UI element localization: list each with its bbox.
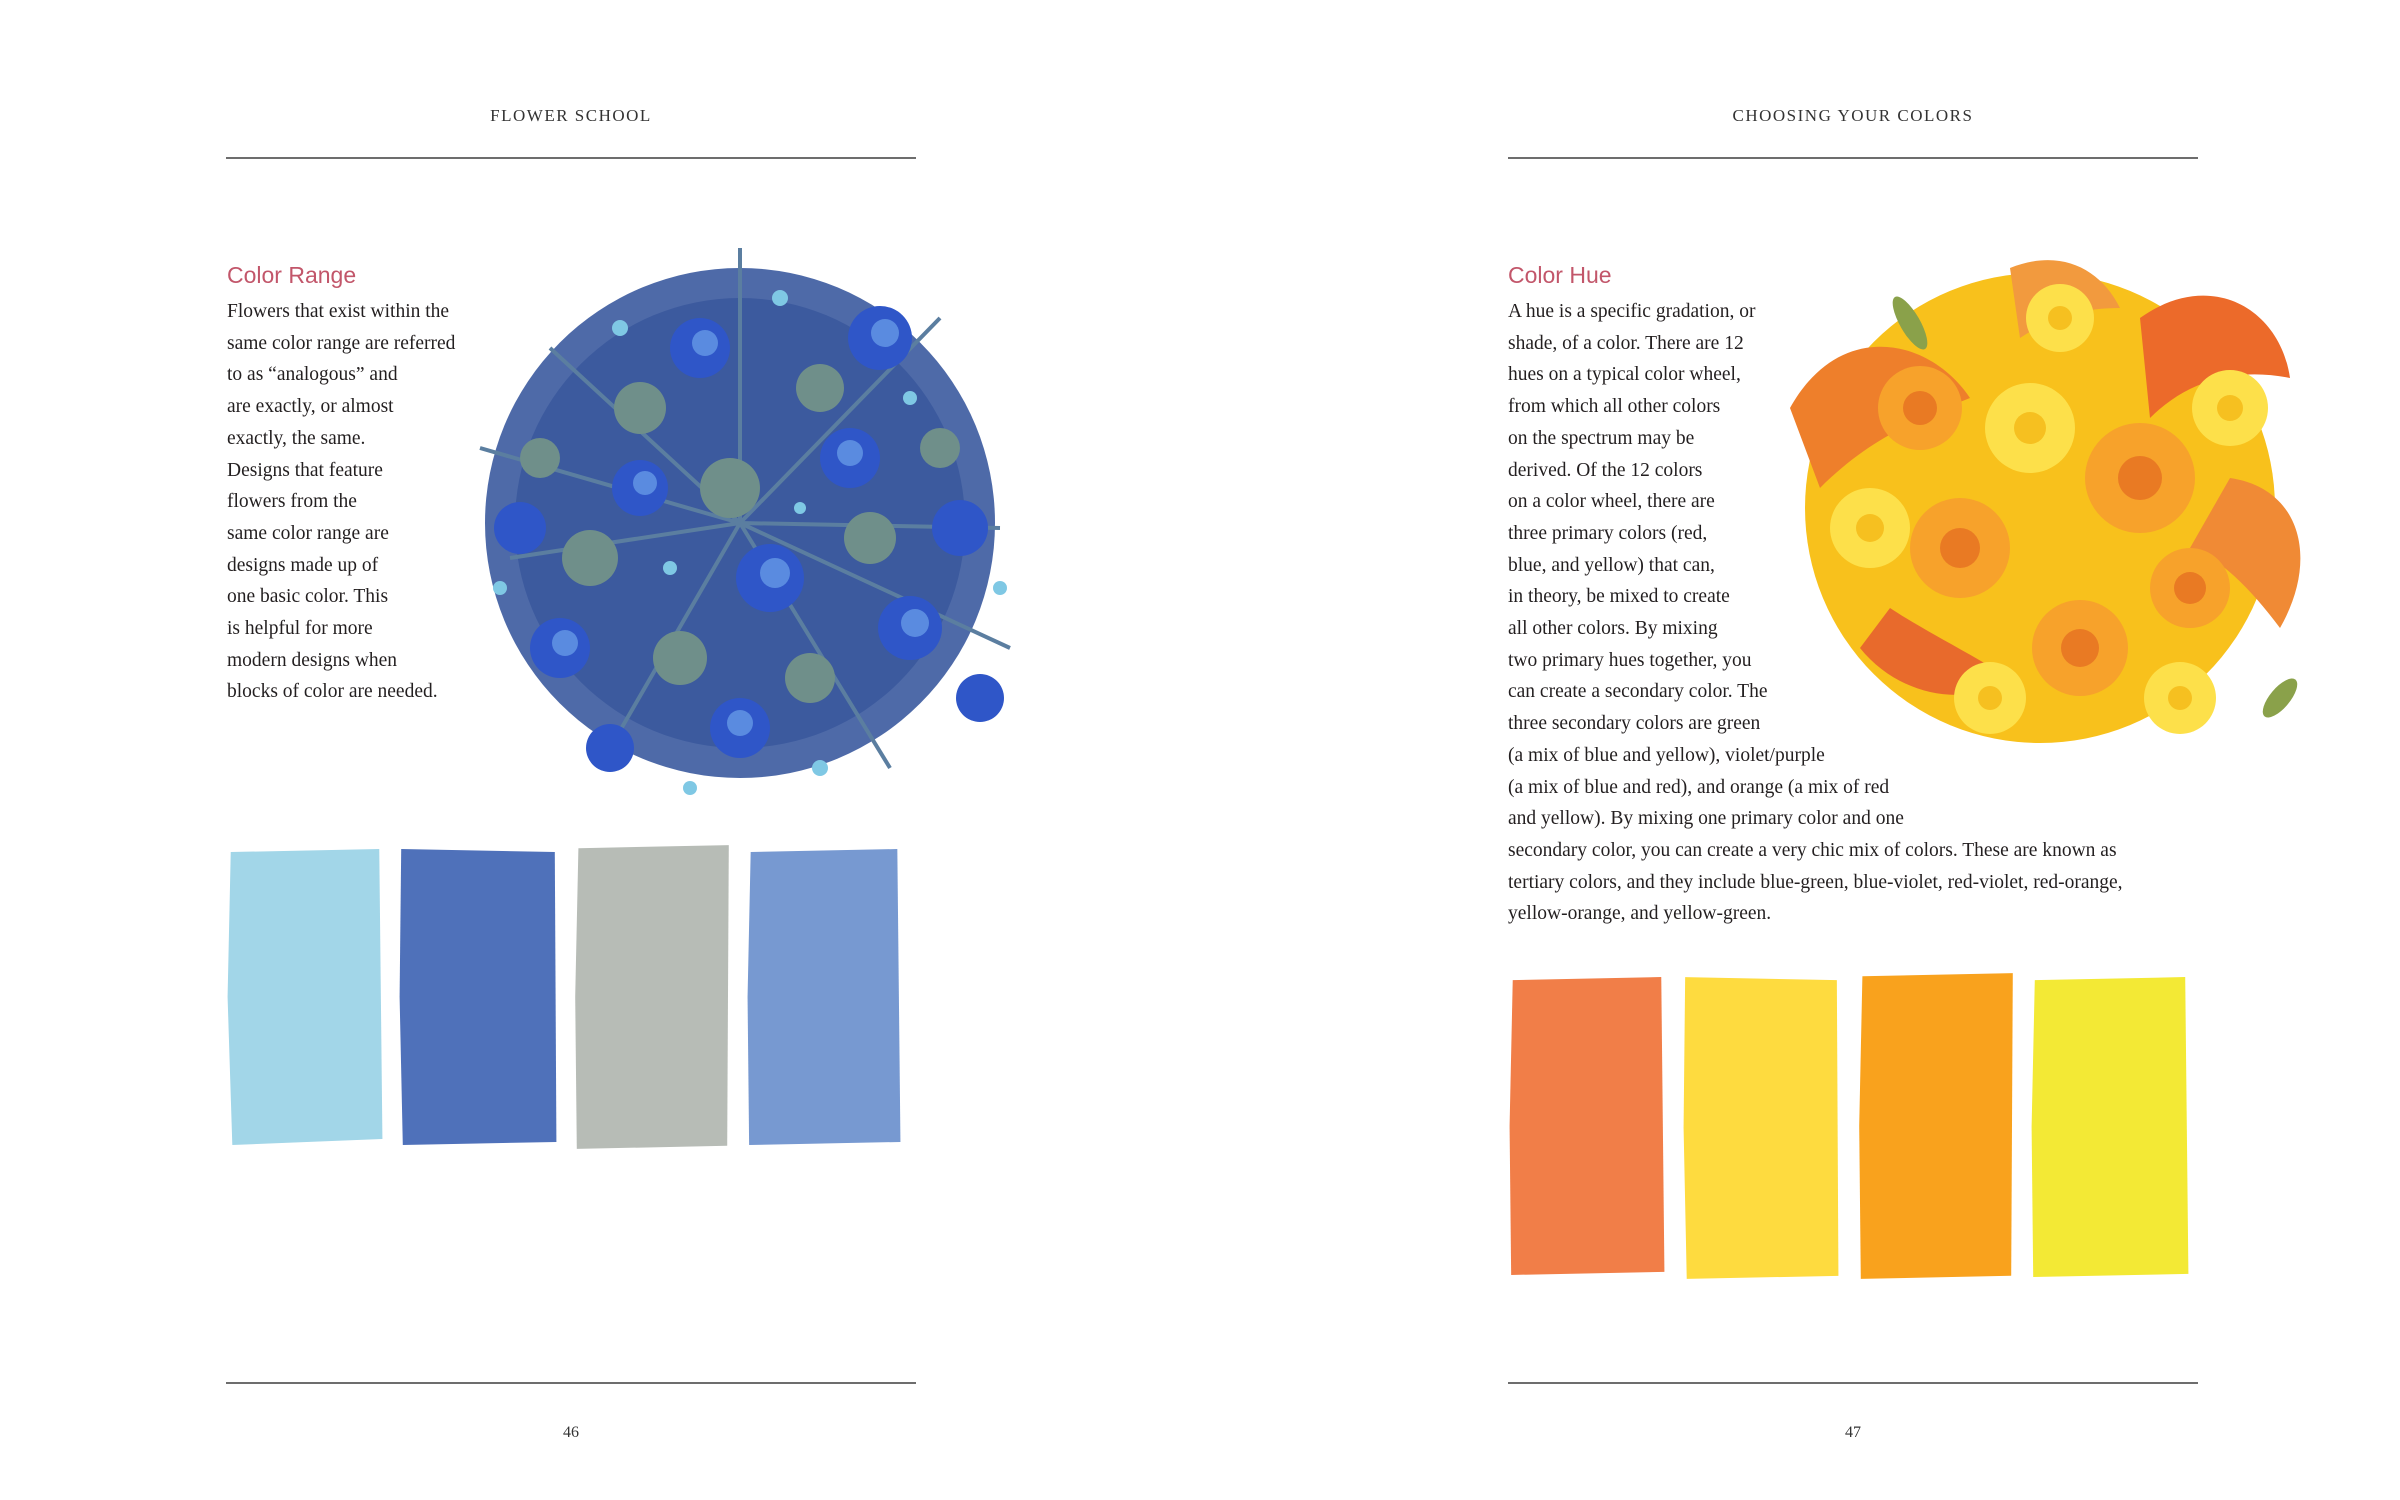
swatch-fill [228,849,383,1145]
color-swatch-orange-red [1508,974,1666,1278]
color-swatch-yellow [1682,974,1840,1282]
body-line: can create a secondary color. The [1508,681,1768,703]
footer-rule-right [1508,1382,2198,1384]
body-line: and yellow). By mixing one primary color and one [1508,808,1904,830]
color-swatch-periwinkle [746,846,902,1148]
body-line: tertiary colors, and they include blue-green, blue-violet, red-violet, red-orange, [1508,871,2123,893]
body-line: Flowers that exist within the [227,301,450,322]
swatch-fill [748,849,901,1145]
body-line: three primary colors (red, [1508,522,1708,544]
body-line: on the spectrum may be [1508,427,1695,449]
header-rule-right [1508,157,2198,159]
swatch-fill [400,849,557,1145]
blue-bouquet-image [440,228,1040,808]
page-number-left: 46 [563,1424,579,1441]
body-line: on a color wheel, there are [1508,491,1715,513]
section-heading-color-hue: Color Hue [1508,262,1612,288]
body-line: modern designs when [227,649,398,671]
body-line: one basic color. This [227,586,389,608]
body-line: yellow-orange, and yellow-green. [1508,903,1772,925]
body-text-left [227,296,455,708]
body-line: hues on a typical color wheel, [1508,364,1741,386]
body-line: exactly, the same. [227,427,366,449]
body-line: shade, of a color. There are 12 [1508,332,1744,354]
body-line: two primary hues together, you [1508,649,1752,671]
color-swatch-light-blue [226,846,384,1148]
footer-rule-left [226,1382,916,1384]
body-line: all other colors. By mixing [1508,618,1718,640]
body-line: (a mix of blue and yellow), violet/purple [1508,744,1825,766]
color-swatch-cobalt-blue [398,846,558,1148]
body-line: same color range are [227,522,389,544]
body-line: (a mix of blue and red), and orange (a mix of red [1508,776,1890,798]
body-line: secondary color, you can create a very chic mix of colors. These are known as [1508,839,2117,861]
body-text-right [1508,296,2123,930]
running-head-left: FLOWER SCHOOL [490,106,652,125]
body-line: blue, and yellow) that can, [1508,554,1715,576]
body-line: is helpful for more [227,618,373,640]
body-line: derived. Of the 12 colors [1508,459,1703,481]
body-line: Designs that feature [227,459,383,481]
swatch-fill [575,845,729,1149]
body-line: blocks of color are needed. [227,681,438,703]
swatch-fill [2032,977,2189,1277]
swatch-fill [1510,977,1665,1275]
body-line: A hue is a specific gradation, or [1508,301,1756,322]
body-line: are exactly, or almost [227,396,394,418]
page-number-right: 47 [1845,1424,1861,1441]
body-line: flowers from the [227,491,357,513]
color-swatch-gray [572,842,732,1152]
body-line: in theory, be mixed to create [1508,586,1730,608]
right-page [1200,0,2400,1500]
body-line: three secondary colors are green [1508,713,1761,735]
color-swatch-lemon-yellow [2030,974,2190,1280]
color-swatch-orange [1856,970,2016,1282]
swatch-fill [1859,973,2013,1279]
swatch-fill [1684,977,1839,1279]
body-line: from which all other colors [1508,396,1721,418]
running-head-right: CHOOSING YOUR COLORS [1732,106,1974,125]
section-heading-color-range: Color Range [227,262,357,288]
body-line: to as “analogous” and [227,364,398,386]
header-rule-left [226,157,916,159]
body-line: designs made up of [227,554,379,576]
body-line: same color range are referred [227,332,456,354]
